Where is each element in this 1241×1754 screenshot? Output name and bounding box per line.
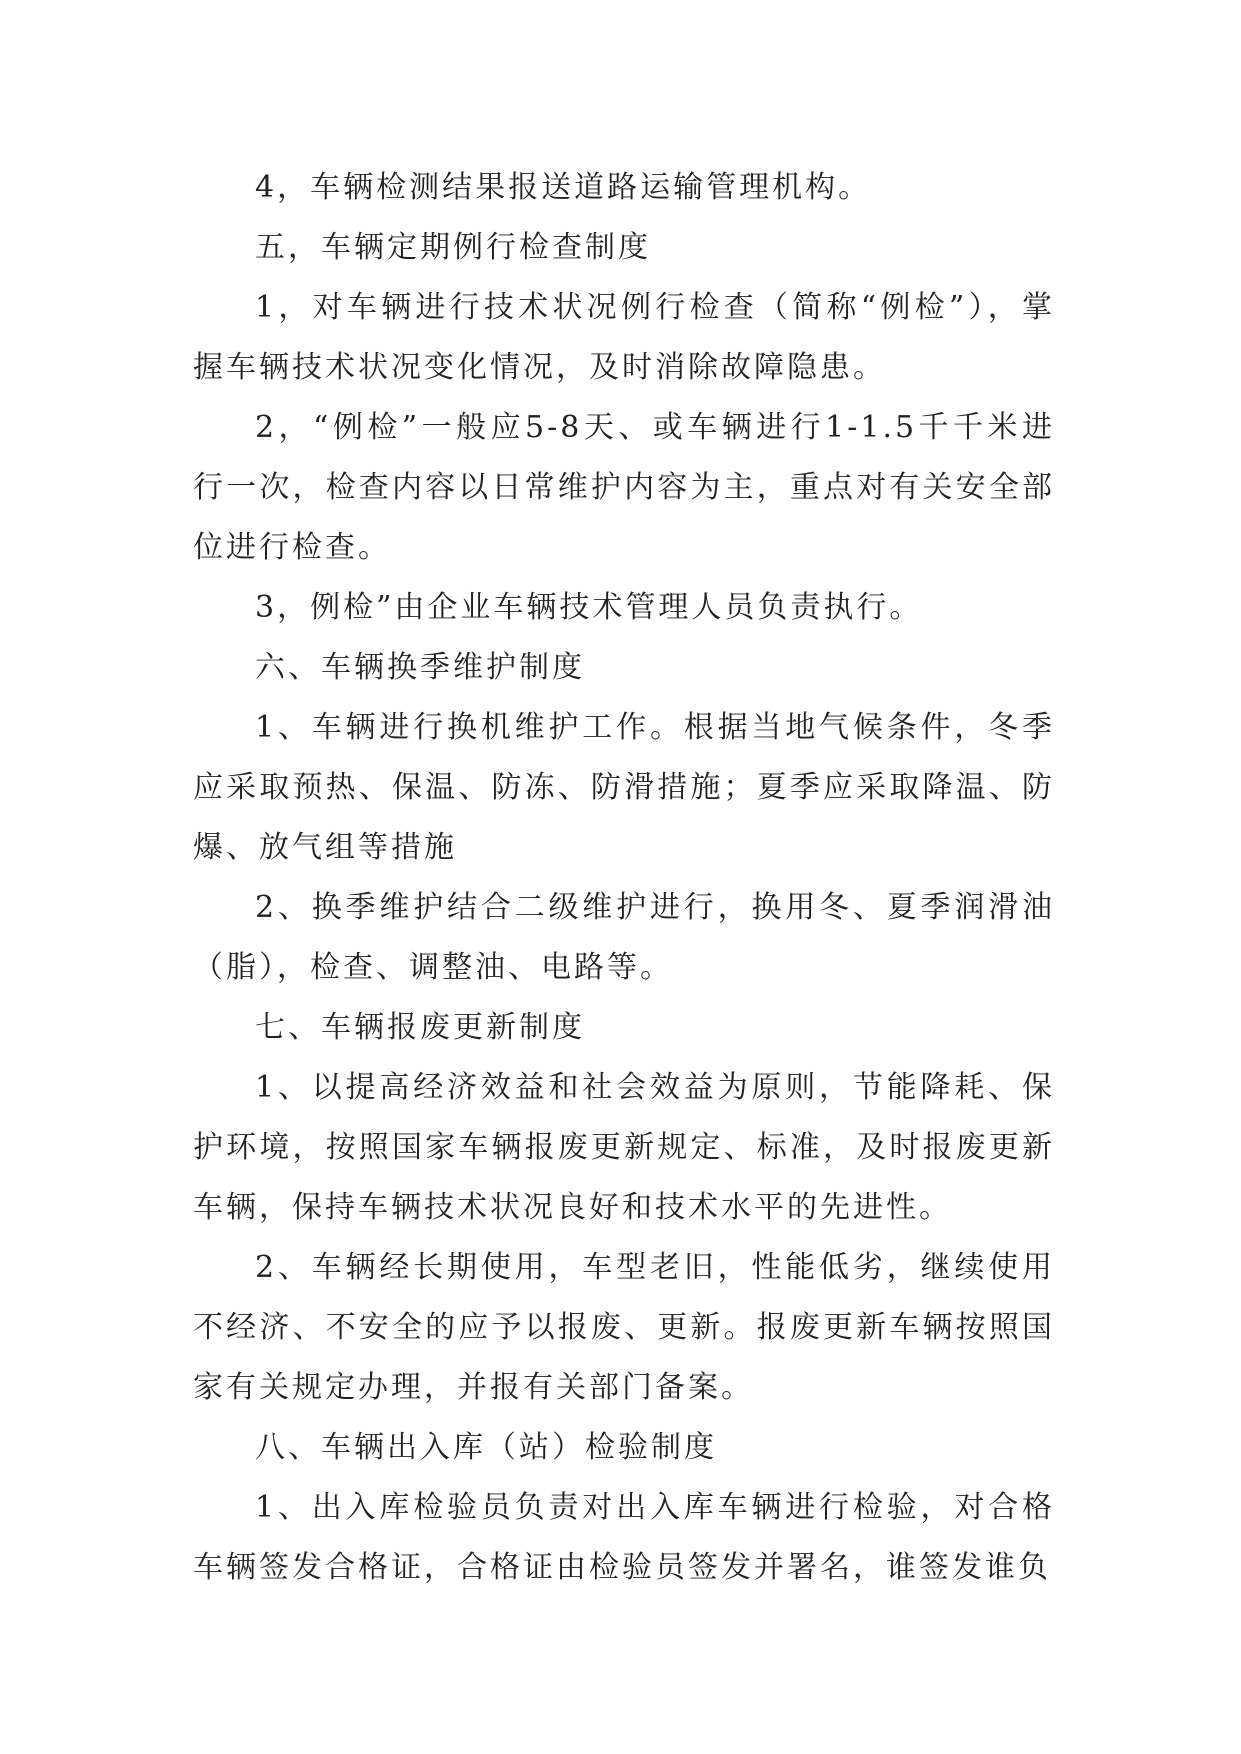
document-body <box>193 158 1055 1598</box>
paragraph-item-4: 4，车辆检测结果报送道路运输管理机构。 <box>255 170 872 205</box>
section-heading-5: 五，车辆定期例行检查制度 <box>255 230 651 265</box>
paragraph-item-5-1: 1，对车辆进行技术状况例行检查（简称“例检”），掌握车辆技术状况变化情况，及时消除故障隐患。 <box>193 290 1055 385</box>
paragraph-item-8-1: 1、出入库检验员负责对出入库车辆进行检验，对合格车辆签发合格证，合格证由检验员签发并署名，谁签发谁负 <box>193 1490 1055 1585</box>
paragraph-item-6-2: 2、换季维护结合二级维护进行，换用冬、夏季润滑油（脂），检查、调整油、电路等。 <box>193 890 1055 985</box>
paragraph-item-7-2: 2、车辆经长期使用，车型老旧，性能低劣，继续使用不经济、不安全的应予以报废、更新。报废更新车辆按照国家有关规定办理，并报有关部门备案。 <box>193 1250 1055 1405</box>
section-heading-6: 六、车辆换季维护制度 <box>255 650 585 685</box>
paragraph-item-6-1: 1、车辆进行换机维护工作。根据当地气候条件，冬季应采取预热、保温、防冻、防滑措施；夏季应采取降温、防爆、放气组等措施 <box>193 710 1055 865</box>
paragraph-item-7-1: 1、以提高经济效益和社会效益为原则，节能降耗、保护环境，按照国家车辆报废更新规定、标准，及时报废更新车辆，保持车辆技术状况良好和技术水平的先进性。 <box>193 1070 1055 1225</box>
section-heading-8: 八、车辆出入库（站）检验制度 <box>255 1430 717 1465</box>
paragraph-item-5-3: 3，例检”由企业车辆技术管理人员负责执行。 <box>255 590 923 625</box>
paragraph-item-5-2: 2，“例检”一般应5-8天、或车辆进行1-1.5千千米进行一次，检查内容以日常维护内容为主，重点对有关安全部位进行检查。 <box>193 410 1055 565</box>
section-heading-7: 七、车辆报废更新制度 <box>255 1010 585 1045</box>
